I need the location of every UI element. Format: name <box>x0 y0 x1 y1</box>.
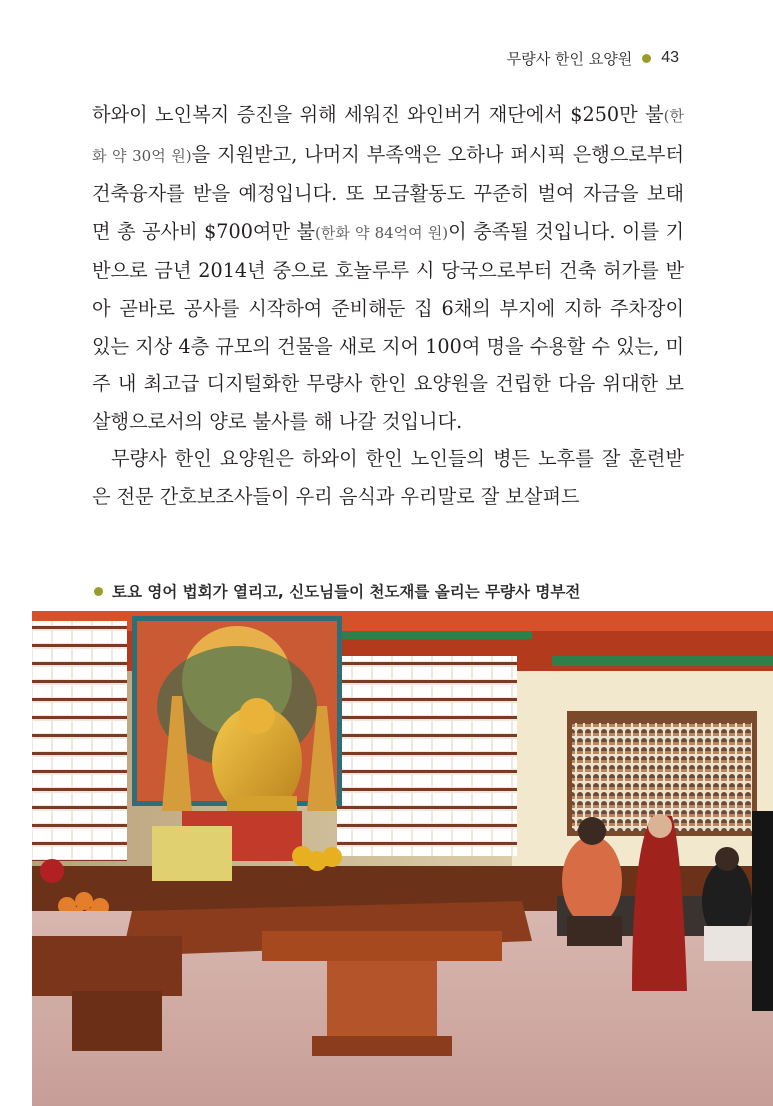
running-header <box>507 46 679 70</box>
caption-text: 토요 영어 법회가 열리고, 신도님들이 천도재를 올리는 무량사 명부전 <box>112 583 581 601</box>
paragraph-1-note-b: (한화 약 84억여 원) <box>314 223 449 242</box>
paragraph-1-note-a: (한화 약 30억 원) <box>92 107 684 165</box>
paragraph-1-text-b: 을 지원받고, 나머지 부족액은 오하나 퍼시픽 은행으로부터 건축융자를 받을 예정입니다. 또 모금활동도 꾸준히 벌여 자금을 보태면 총 공사비 $700여만 불 <box>92 142 684 243</box>
caption-bullet-icon <box>94 587 103 596</box>
paragraph-1-text-a: 하와이 노인복지 증진을 위해 세워진 와인버거 재단에서 $250만 불 <box>92 103 664 126</box>
paragraph-2: 무량사 한인 요양원은 하와이 한인 노인들의 병든 노후를 잘 훈련받은 전문 간호보조사들이 우리 음식과 우리말로 잘 보살펴드 <box>92 447 684 508</box>
photo-caption <box>94 580 580 602</box>
paragraph-1 <box>92 96 684 440</box>
paragraph-1-text-c: 이 충족될 것입니다. 이를 기반으로 금년 2014년 중으로 호놀루루 시 당국으로부터 건축 허가를 받아 곧바로 공사를 시작하여 준비해둔 집 6채의 부지에 지하 주차장이 있는 지상 4층 규모의 건물을 새로 지어 100여 명을 수용할 수 있는, 미주 내 최고급 디지털화한 무량사 한인 요양원을 건립한 다음 위대한 보살행으로서의 양로 불사를 해 나갈 것입니다. <box>92 219 684 433</box>
page-number: 43 <box>661 49 679 66</box>
header-title: 무량사 한인 요양원 <box>506 49 633 68</box>
bullet-dot-icon <box>642 54 651 63</box>
body-text <box>92 96 684 516</box>
temple-hall-photo <box>32 611 773 1106</box>
